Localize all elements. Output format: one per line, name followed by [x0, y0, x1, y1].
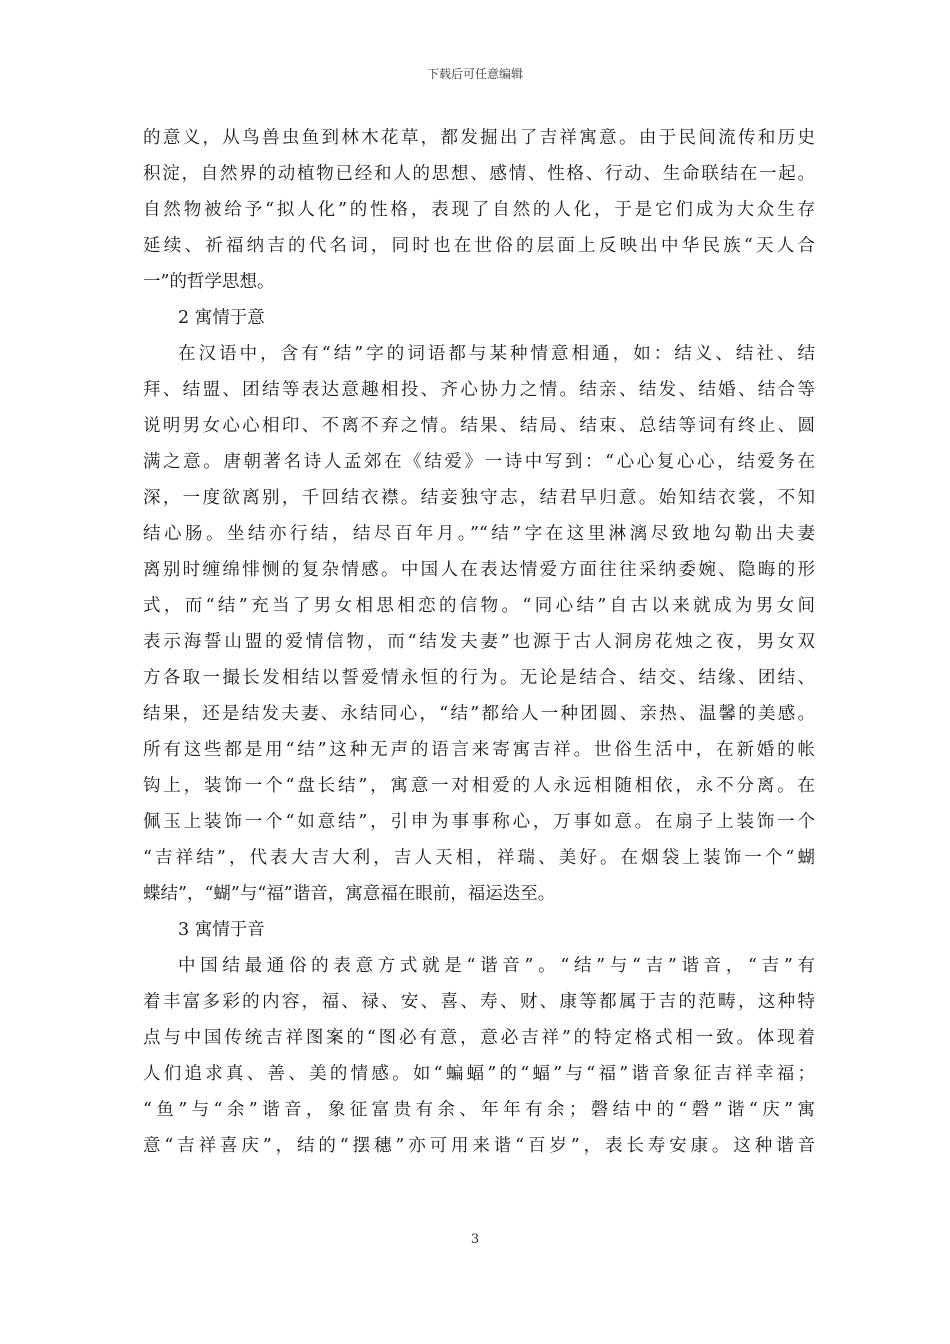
text-line: 自然物被给予“拟人化”的性格，表现了自然的人化，于是它们成为大众生存: [143, 200, 815, 220]
text-line: 方各取一撮长发相结以誓爱情永恒的行为。无论是结合、结交、结缘、团结、: [143, 668, 815, 688]
text-line: 离别时缠绵悱恻的复杂情感。中国人在表达情爱方面往往采纳委婉、隐晦的形: [143, 560, 815, 580]
text-line: 佩玉上装饰一个“如意结”，引申为事事称心，万事如意。在扇子上装饰一个: [143, 812, 815, 832]
text-line: 一”的哲学思想。: [143, 272, 275, 292]
text-line: 在汉语中，含有“结”字的词语都与某种情意相通，如：结义、结社、结: [178, 344, 815, 364]
paragraph-1: [143, 120, 815, 300]
text-line: 意“吉祥喜庆”，结的“摆穗”亦可用来谐“百岁”，表长寿安康。这种谐音: [143, 1136, 815, 1156]
text-line: “吉祥结”，代表大吉大利，吉人天相，祥瑞、美好。在烟袋上装饰一个“蝴: [143, 848, 815, 868]
text-line: 结心肠。坐结亦行结，结尽百年月。”“结”字在这里淋漓尽致地勾勒出夫妻: [143, 524, 815, 544]
text-line: 钩上，装饰一个“盘长结”，寓意一对相爱的人永远相随相依，永不分离。在: [143, 776, 815, 796]
text-line: 着丰富多彩的内容，福、禄、安、喜、寿、财、康等都属于吉的范畴，这种特: [143, 992, 815, 1012]
paragraph-3: [143, 948, 815, 1164]
text-line: 式，而“结”充当了男女相思相恋的信物。“同心结”自古以来就成为男女间: [143, 596, 815, 616]
text-line: 结果，还是结发夫妻、永结同心，“结”都给人一种团圆、亲热、温馨的美感。: [143, 704, 815, 724]
text-line: 所有这些都是用“结”这种无声的语言来寄寓吉祥。世俗生活中，在新婚的帐: [143, 740, 815, 760]
section-heading-3: 3 寓情于音: [178, 920, 265, 940]
document-body: [143, 120, 815, 1164]
text-line: 满之意。唐朝著名诗人孟郊在《结爱》一诗中写到：“心心复心心，结爱务在: [143, 452, 815, 472]
page-header: 下载后可任意编辑: [426, 67, 523, 81]
text-line: 深，一度欲离别，千回结衣襟。结妾独守志，结君早归意。始知结衣裳，不知: [143, 488, 815, 508]
section-heading-2: 2 寓情于意: [178, 308, 265, 328]
text-line: 说明男女心心相印、不离不弃之情。结果、结局、结束、总结等词有终止、圆: [143, 416, 815, 436]
text-line: 人们追求真、善、美的情感。如“蝙蝠”的“蝠”与“福”谐音象征吉祥幸福；: [143, 1064, 815, 1084]
paragraph-2: [143, 336, 815, 912]
text-line: 蝶结”，“蝴”与“福”谐音，寓意福在眼前，福运迭至。: [143, 884, 556, 904]
text-line: “鱼”与“余”谐音，象征富贵有余、年年有余；磬结中的“磬”谐“庆”寓: [143, 1100, 815, 1120]
text-line: 的意义，从鸟兽虫鱼到林木花草，都发掘出了吉祥寓意。由于民间流传和历史: [143, 128, 815, 148]
text-line: 表示海誓山盟的爱情信物，而“结发夫妻”也源于古人洞房花烛之夜，男女双: [143, 632, 815, 652]
text-line: 点与中国传统吉祥图案的“图必有意，意必吉祥”的特定格式相一致。体现着: [143, 1028, 815, 1048]
text-line: 中国结最通俗的表意方式就是“谐音”。“结”与“吉”谐音，“吉”有: [178, 956, 815, 976]
page-number: 3: [470, 1232, 480, 1247]
text-line: 积淀，自然界的动植物已经和人的思想、感情、性格、行动、生命联结在一起。: [143, 164, 815, 184]
text-line: 拜、结盟、团结等表达意趣相投、齐心协力之情。结亲、结发、结婚、结合等: [143, 380, 815, 400]
text-line: 延续、祈福纳吉的代名词，同时也在世俗的层面上反映出中华民族“天人合: [143, 236, 815, 256]
